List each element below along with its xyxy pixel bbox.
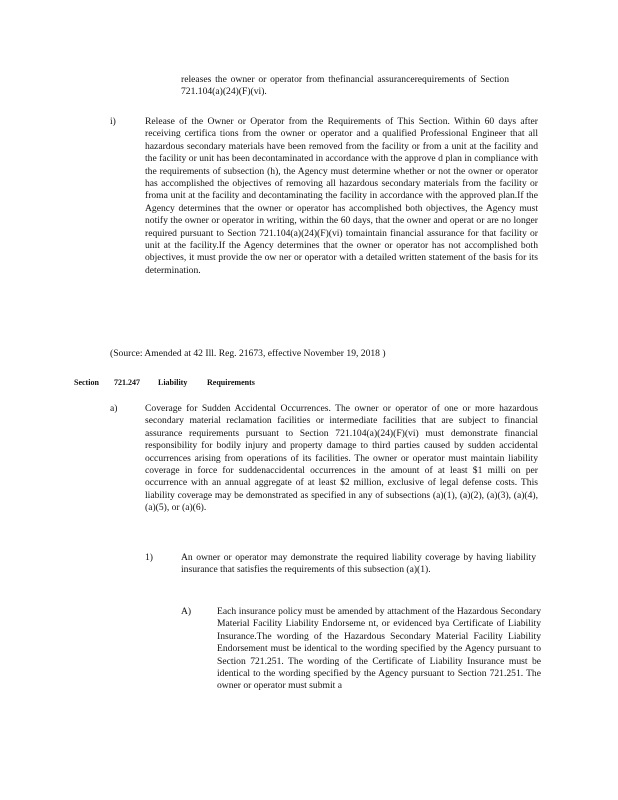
section-label: Section [74,378,99,387]
item-1-marker: 1) [145,552,153,563]
subsection-i-text: Release of the Owner or Operator from the Requirements of This Section. Within 60 days after receiving certifica tions from the owner or operator and a qualified Professional Engineer that all hazardous secondary materials have been removed from the facility or from a unit at the facility and the facility or unit has been decontaminated in accordance with the approve d plan in compliance with the requirements of subsection (h), the Agency must determine whether or not the owner or operator has accomplished the objectives of removing all hazardous secondary materials from the facility or froma unit at the facility and decontaminating the facility in accordance with the approved plan.If the Agency determines that the owner or operator has accomplished both objectives, the Agency must notify the owner or operator in writing, within the 60 days, that the owner and operat or are no longer required pursuant to Section 721.104(a)(24)(F)(vi) tomaintain financial assurance for that facility or unit at the facility.If the Agency determines that the owner or operator has not accomplished both objectives, it must provide the ow ner or operator with a detailed written statement of the basis for its determination. [145,116,538,276]
item-1-text: An owner or operator may demonstrate the required liability coverage by having liability insurance that satisfies the requirements of this subsection (a)(1). [181,552,536,576]
continuation-text: releases the owner or operator from thefinancial assurancerequirements of Section 721.104(a)(24)(F)(vi). [181,74,509,98]
subsection-i-paragraph [145,116,538,277]
section-number: 721.247 [114,378,140,387]
item-A-marker: A) [181,606,192,617]
section-title-word2: Requirements [207,378,255,387]
subsection-a-text: Coverage for Sudden Accidental Occurrences. The owner or operator of one or more hazardous secondary material reclamation facilities or intermediate facilities that are subject to financial assurance requirements pursuant to Section 721.104(a)(24)(F)(vi) must demonstrate financial responsibility for bodily injury and property damage to third parties caused by sudden accidental occurrences arising from operations of its facilities. The owner or operator must maintain liability coverage in force for suddenaccidental occurrences in the amount of at least $1 milli on per occurrence with an annual aggregate of at least $2 million, exclusive of legal defense costs. This liability coverage may be demonstrated as specified in any of subsections (a)(1), (a)(2), (a)(3), (a)(4), (a)(5), or (a)(6). [145,403,538,514]
item-A-text: Each insurance policy must be amended by attachment of the Hazardous Secondary Material Facility Liability Endorseme nt, or evidenced bya Certificate of Liability Insurance.The wording of the Hazardous Secondary Material Facility Liability Endorsement must be identical to the wording specified by the Agency pursuant to Section 721.251. The wording of the Certificate of Liability Insurance must be identical to the wording specified by the Agency pursuant to Section 721.251. The owner or operator must submit a [217,606,541,692]
source-note [110,348,510,360]
subsection-a-marker: a) [110,403,118,414]
section-title-word1: Liability [158,378,188,387]
source-note-text: (Source: Amended at 42 Ill. Reg. 21673, effective November 19, 2018 ) [110,348,386,359]
subsection-a-paragraph [145,403,538,515]
subsection-i-marker: i) [110,116,116,127]
item-A-paragraph [217,606,541,693]
item-1-paragraph [181,552,536,577]
continuation-paragraph [181,74,509,99]
